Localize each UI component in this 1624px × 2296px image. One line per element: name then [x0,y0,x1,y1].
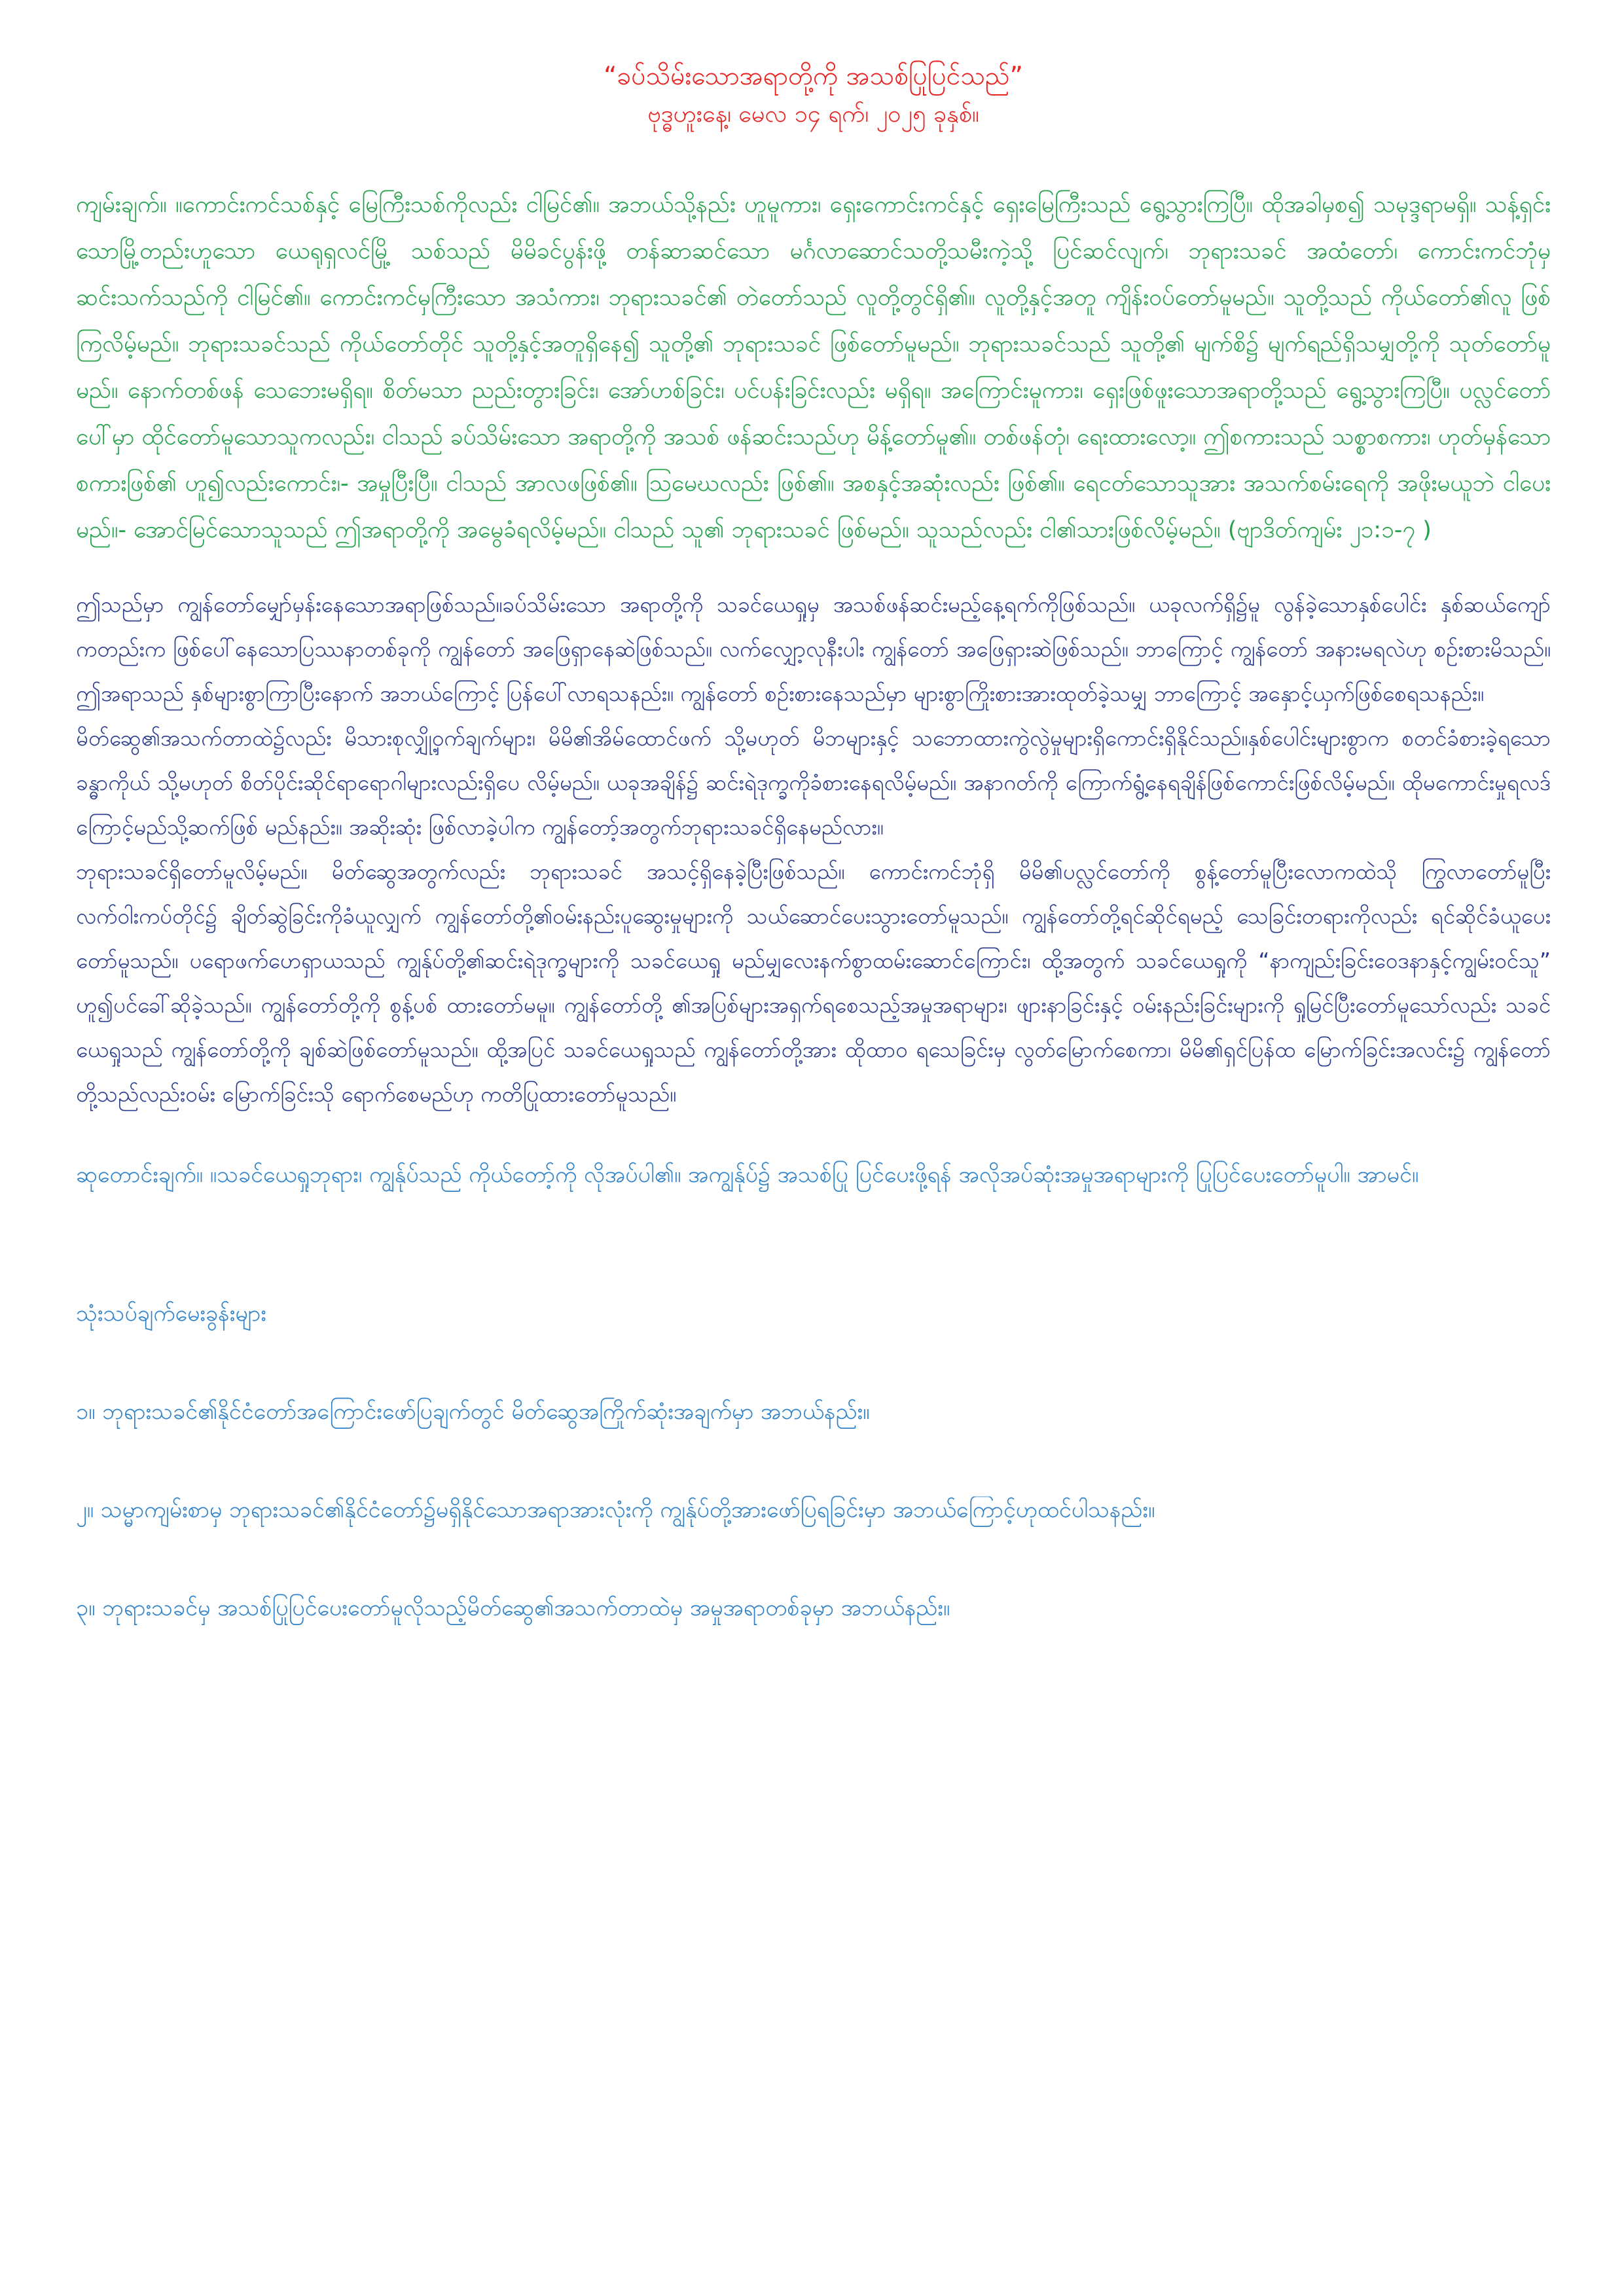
question-item-2: ၂။ သမ္မာကျမ်းစာမှ ဘုရားသခင်၏နိုင်ငံတော်၌မရှိနိုင်သောအရာအားလုံးကို ကျွန်ုပ်တို့အားဖော်ပြရခြင်းမှာ အဘယ်ကြောင့်ဟုထင်ပါသနည်း။ [76,1497,1155,1523]
devotion-paragraph-2: မိတ်ဆွေ၏အသက်တာထဲ၌လည်း မိသားစုလျှို့ဝှက်ချက်များ၊ မိမိ၏အိမ်ထောင်ဖက် သို့မဟုတ် မိဘများနှင့် သဘောထားကွဲလွဲမှုများရှိကောင်းရှိနိုင်သည်။နှစ်ပေါင်းများစွာက စတင်ခံစားခဲ့ရသော ခန္ဓာကိုယ် သို့မဟုတ် စိတ်ပိုင်းဆိုင်ရာရောဂါများလည်းရှိပေ လိမ့်မည်။ ယခုအချိန်၌ ဆင်းရဲဒုက္ခကိုခံစားနေရလိမ့်မည်။ အနာဂတ်ကို ကြောက်ရွံ့နေရချိန်ဖြစ်ကောင်းဖြစ်လိမ့်မည်။ ထိုမကောင်းမှုရလဒ်ကြောင့်မည်သို့ဆက်ဖြစ် မည်နည်း။ အဆိုးဆုံး ဖြစ်လာခဲ့ပါက ကျွန်တော့်အတွက်ဘုရားသခင်ရှိနေမည်လား။ [76,725,1551,840]
date-line: ဗုဒ္ဓဟူးနေ့၊ မေလ ၁၄ ရက်၊ ၂၀၂၅ ခုနှစ်။ [647,101,979,128]
scripture-passage: ကျမ်းချက်။ ။ကောင်းကင်သစ်နှင့် မြေကြီးသစ်ကိုလည်း ငါမြင်၏။ အဘယ်သို့နည်း ဟူမူကား၊ ရှေးကောင်းကင်နှင့် ရှေးမြေကြီးသည် ရွေ့သွားကြပြီ။ ထိုအခါမှစ၍ သမုဒ္ဒရာမရှိ။ သန့်ရှင်းသောမြို့တည်းဟူသော ယေရုရှလင်မြို့ သစ်သည် မိမိခင်ပွန်းဖို့ တန်ဆာဆင်သော မင်္ဂလာဆောင်သတို့သမီးကဲ့သို့ ပြင်ဆင်လျက်၊ ဘုရားသခင် အထံတော်၊ ကောင်းကင်ဘုံမှ ဆင်းသက်သည်ကို ငါမြင်၏။ ကောင်းကင်မှကြီးသော အသံကား၊ ဘုရားသခင်၏ တဲတော်သည် လူတို့တွင်ရှိ၏။ လူတို့နှင့်အတူ ကျိန်းဝပ်တော်မူမည်။ သူတို့သည် ကိုယ်တော်၏လူ ဖြစ်ကြလိမ့်မည်။ ဘုရားသခင်သည် ကိုယ်တော်တိုင် သူတို့နှင့်အတူရှိနေ၍ သူတို့၏ ဘုရားသခင် ဖြစ်တော်မူမည်။ ဘုရားသခင်သည် သူတို့၏ မျက်စိ၌ မျက်ရည်ရှိသမျှတို့ကို သုတ်တော်မူမည်။ နောက်တစ်ဖန် သေဘေးမရှိရ။ စိတ်မသာ ညည်းတွားခြင်း၊ အော်ဟစ်ခြင်း၊ ပင်ပန်းခြင်းလည်း မရှိရ။ အကြောင်းမူကား၊ ရှေးဖြစ်ဖူးသောအရာတို့သည် ရွေ့သွားကြပြီ။ ပလ္လင်တော်ပေါ်မှာ ထိုင်တော်မူသောသူကလည်း၊ ငါသည် ခပ်သိမ်းသော အရာတို့ကို အသစ် ဖန်ဆင်းသည်ဟု မိန့်တော်မူ၏။ တစ်ဖန်တုံ၊ ရေးထားလော့။ ဤစကားသည် သစ္စာစကား၊ ဟုတ်မှန်သောစကားဖြစ်၏ ဟူ၍လည်းကောင်း၊- အမှုပြီးပြီ။ ငါသည် အာလဖဖြစ်၏။ ဩမေဃလည်း ဖြစ်၏။ အစနှင့်အဆုံးလည်း ဖြစ်၏။ ရေငတ်သောသူအား အသက်စမ်းရေကို အဖိုးမယူဘဲ ငါပေးမည်။- အောင်မြင်သောသူသည် ဤအရာတို့ကို အမွေခံရလိမ့်မည်။ ငါသည် သူ၏ ဘုရားသခင် ဖြစ်မည်။ သူသည်လည်း ငါ၏သားဖြစ်လိမ့်မည်။ (ဗျာဒိတ်ကျမ်း ၂၁:၁-၇ ) [76,192,1551,543]
prayer-text: ဆုတောင်းချက်။ ။သခင်ယေရှုဘုရား၊ ကျွန်ုပ်သည် ကိုယ်တော့်ကို လိုအပ်ပါ၏။ အကျွန်ုပ်၌ အသစ်ပြု ပြင်ပေးဖို့ရန် အလိုအပ်ဆုံးအမှုအရာများကို ပြုပြင်ပေးတော်မူပါ။ အာမင်။ [76,1162,1419,1188]
devotion-body [76,583,1551,1117]
questions-heading: သုံးသပ်ချက်မေးခွန်းများ [76,1300,266,1327]
question-item-3: ၃။ ဘုရားသခင်မှ အသစ်ပြုပြင်ပေးတော်မူလိုသည့်မိတ်ဆွေ၏အသက်တာထဲမှ အမှုအရာတစ်ခုမှာ အဘယ်နည်း။ [76,1595,950,1621]
question-item-1: ၁။ ဘုရားသခင်၏နိုင်ငံတော်အကြောင်းဖော်ပြချက်တွင် မိတ်ဆွေအကြိုက်ဆုံးအချက်မှာ အဘယ်နည်း။ [76,1399,870,1425]
devotion-paragraph-3: ဘုရားသခင်ရှိတော်မူလိမ့်မည်။ မိတ်ဆွေအတွက်လည်း ဘုရားသခင် အသင့်ရှိနေခဲ့ပြီးဖြစ်သည်။ ကောင်းကင်ဘုံရှိ မိမိ၏ပလ္လင်တော်ကို စွန့်တော်မူပြီးလောကထဲသို ကြွလာတော်မူပြီး လက်ဝါးကပ်တိုင်၌ ချိတ်ဆွဲခြင်းကိုခံယူလျှက် ကျွန်တော်တို့၏ဝမ်းနည်းပူဆွေးမှုများကို သယ်ဆောင်ပေးသွားတော်မူသည်။ ကျွန်တော်တို့ရင်ဆိုင်ရမည့် သေခြင်းတရားကိုလည်း ရင်ဆိုင်ခံယူပေးတော်မူသည်။ ပရောဖက်ဟေရှာယသည် ကျွန်ုပ်တို့၏ဆင်းရဲဒုက္ခများကို သခင်ယေရှု မည်မျှလေးနက်စွာထမ်းဆောင်ကြောင်း၊ ထို့အတွက် သခင်ယေရှုကို “နာကျည်းခြင်းဝေဒနာနှင့်ကျွမ်းဝင်သူ” ဟူ၍ပင်ခေါ်ဆိုခဲ့သည်။ ကျွန်တော်တို့ကို စွန့်ပစ် ထားတော်မမူ။ ကျွန်တော်တို့ ၏အပြစ်များအရှက်ရစေသည့်အမှုအရာများ၊ ဖျားနာခြင်းနှင့် ဝမ်းနည်းခြင်းများကို ရှုမြင်ပြီးတော်မူသော်လည်း သခင်ယေရှုသည် ကျွန်တော်တို့ကို ချစ်ဆဲဖြစ်တော်မူသည်။ ထို့အပြင် သခင်ယေရှုသည် ကျွန်တော်တို့အား ထိုထာဝ ရသေခြင်းမှ လွတ်မြောက်စေကာ၊ မိမိ၏ရှင်ပြန်ထ မြောက်ခြင်းအလင်း၌ ကျွန်တော်တို့သည်လည်းဝမ်း မြောက်ခြင်းသို ရောက်စေမည်ဟု ကတိပြုထားတော်မူသည်။ [76,859,1551,1107]
page-title: “ခပ်သိမ်းသောအရာတို့ကို အသစ်ပြုပြင်သည်” [604,62,1023,91]
devotion-paragraph-1: ဤသည်မှာ ကျွန်တော်မျှော်မှန်းနေသောအရာဖြစ်သည်။ခပ်သိမ်းသော အရာတို့ကို သခင်ယေရှုမှ အသစ်ဖန်ဆင်းမည့်နေ့ရက်ကိုဖြစ်သည်။ ယခုလက်ရှိ၌မူ လွန်ခဲ့သောနှစ်ပေါင်း နှစ်ဆယ်ကျော်ကတည်းက ဖြစ်ပေါ်နေသောပြဿနာတစ်ခုကို ကျွန်တော် အဖြေရှာနေဆဲဖြစ်သည်။ လက်လျှော့လုနီးပါး ကျွန်တော် အဖြေရှားဆဲဖြစ်သည်။ ဘာကြောင့် ကျွန်တော် အနားမရလဲဟု စဉ်းစားမိသည်။ ဤအရာသည် နှစ်များစွာကြာပြီးနောက် အဘယ်ကြောင့် ပြန်ပေါ်လာရသနည်း။ ကျွန်တော် စဉ်းစားနေသည်မှာ များစွာကြိုးစားအားထုတ်ခဲ့သမျှ ဘာကြောင့် အနှောင့်ယှက်ဖြစ်စေရသနည်း။ [76,592,1551,706]
